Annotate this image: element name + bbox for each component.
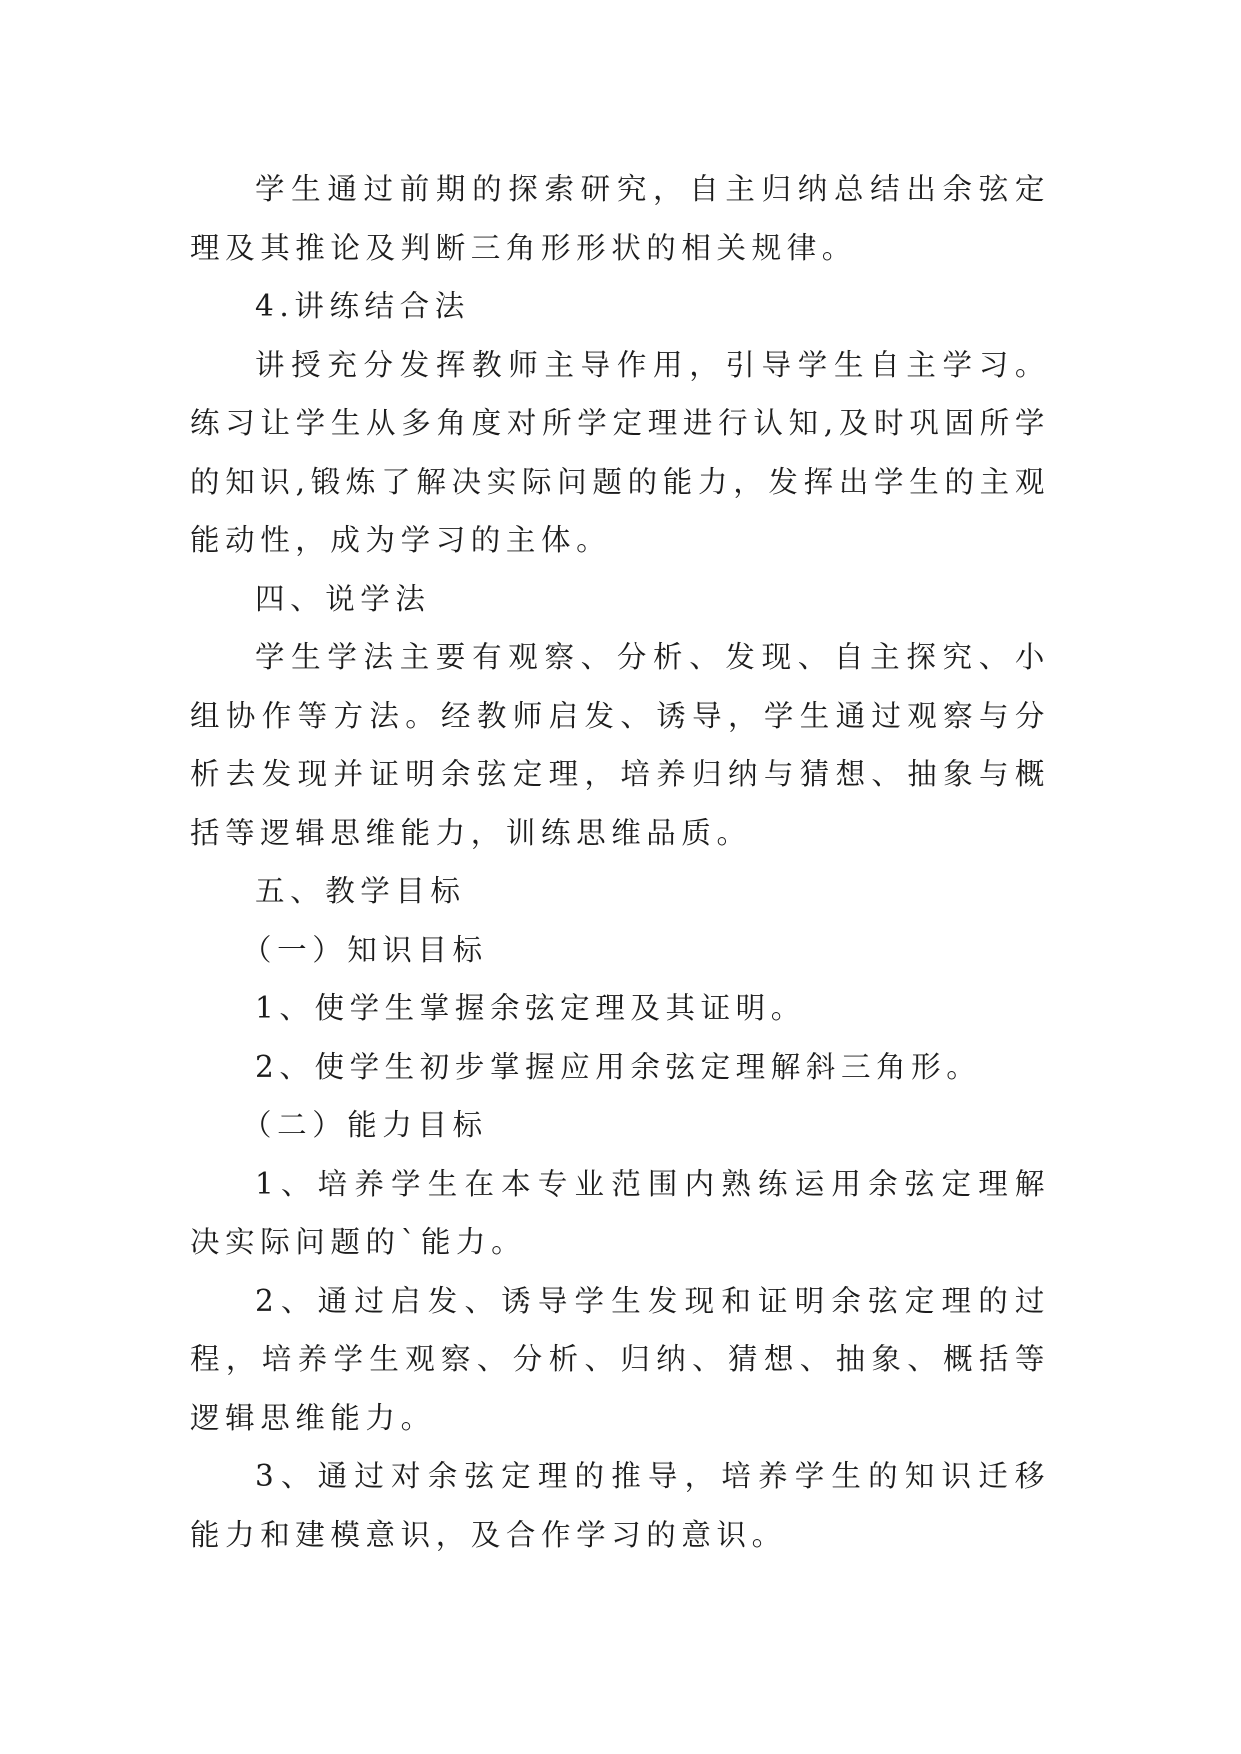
subheading-ability-goals: （二）能力目标: [242, 1108, 488, 1142]
heading-learning-method: 四、说学法: [255, 581, 431, 616]
paragraph-summary: 学生通过前期的探索研究，自主归纳总结出余弦定理及其推论及判断三角形形状的相关规律。: [190, 172, 1050, 265]
paragraph-learning-method: 学生学法主要有观察、分析、发现、自主探究、小组协作等方法。经教师启发、诱导，学生通过观察与分析去发现并证明余弦定理，培养归纳与猜想、抽象与概括等逻辑思维能力，训练思维品质。: [190, 640, 1050, 850]
ability-goal-3: 3、通过对余弦定理的推导，培养学生的知识迁移能力和建模意识，及合作学习的意识。: [190, 1459, 1050, 1552]
knowledge-goal-2: 2、使学生初步掌握应用余弦定理解斜三角形。: [255, 1049, 982, 1084]
document-page: [190, 160, 1050, 1564]
ability-goal-1: 1、培养学生在本专业范围内熟练运用余弦定理解决实际问题的`能力。: [190, 1166, 1050, 1259]
subheading-knowledge-goals: （一）知识目标: [242, 932, 488, 967]
paragraph-lecture-practice: 讲授充分发挥教师主导作用，引导学生自主学习。练习让学生从多角度对所学定理进行认知,及时巩固所学的知识,锻炼了解决实际问题的能力，发挥出学生的主观能动性，成为学习的主体。: [190, 347, 1050, 557]
heading-teaching-goals: 五、教学目标: [255, 874, 466, 908]
heading-lecture-practice-method: 4.讲练结合法: [255, 289, 470, 323]
ability-goal-2: 2、通过启发、诱导学生发现和证明余弦定理的过程，培养学生观察、分析、归纳、猜想、抽象、概括等逻辑思维能力。: [190, 1283, 1050, 1435]
knowledge-goal-1: 1、使学生掌握余弦定理及其证明。: [255, 991, 806, 1025]
